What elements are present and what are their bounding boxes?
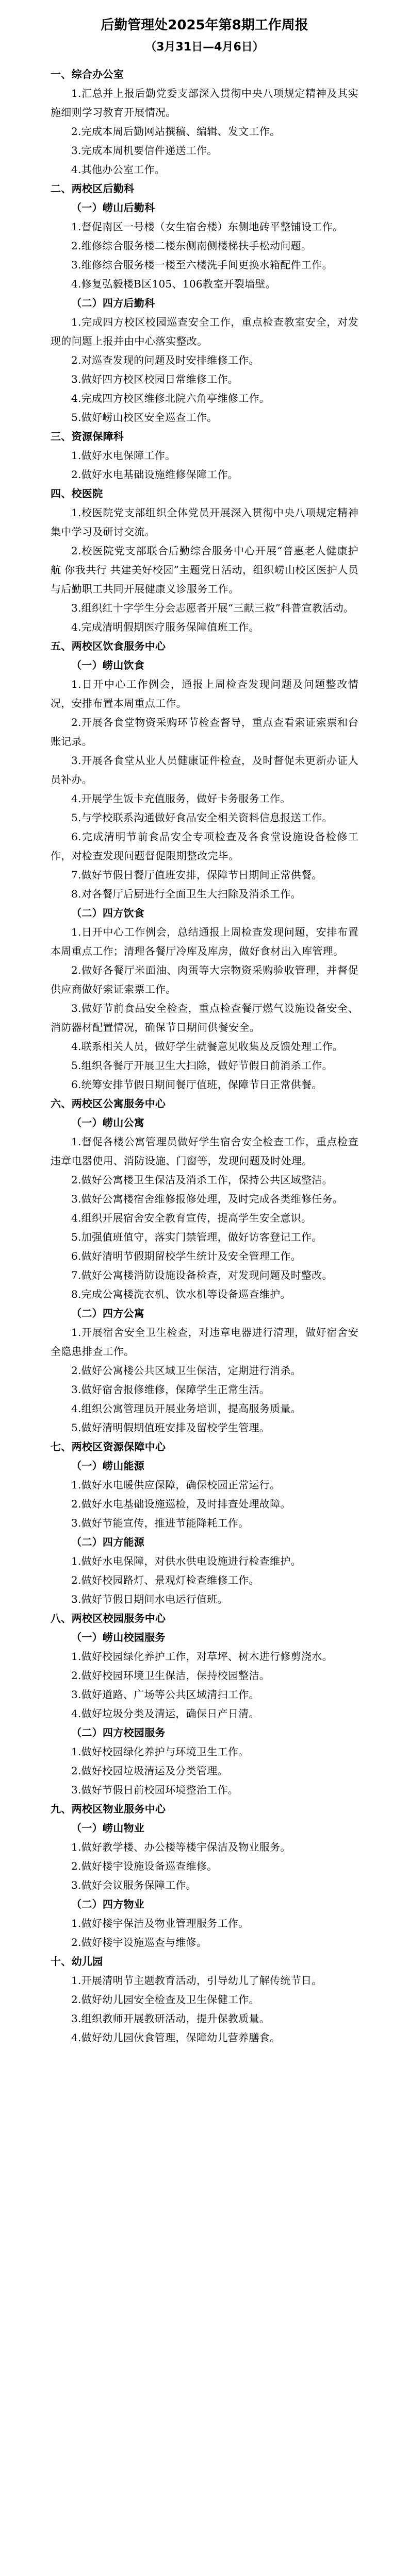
paragraph: 3.开展各食堂从业人员健康证件检查，及时督促未更新办证人员补办。	[51, 754, 358, 786]
paragraph: 2.做好楼宇设施设备巡查维修。	[71, 1860, 218, 1872]
paragraph: 1.做好教学楼、办公楼等楼宇保洁及物业服务。	[71, 1841, 291, 1853]
paragraph: 2.校医院党支部联合后勤综合服务中心开展“普惠老人健康护航 你我共行 共建美好校园”主题党日活动，组织崂山校区医护人员与后勤职工共同开展健康义诊服务工作。	[51, 545, 358, 595]
paragraph: 2.对巡查发现的问题及时安排维修工作。	[71, 354, 259, 366]
paragraph: 5.与学校联系沟通做好食品安全相关资料信息报送工作。	[71, 811, 333, 824]
paragraph: 3.组织红十字学生分会志愿者开展“三献三救”科普宣教活动。	[71, 602, 354, 614]
paragraph: 7.做好公寓楼消防设施设备检查，对发现问题及时整改。	[71, 1269, 333, 1281]
section-heading: 三、资源保障科	[51, 430, 124, 443]
paragraph: 4.修复弘毅楼B区105、106教室开裂墙壁。	[71, 278, 276, 290]
section-heading: 十、幼儿园	[51, 1955, 103, 1968]
paragraph: 4.其他办公室工作。	[71, 163, 166, 176]
subsection-heading: （二）四方饮食	[71, 907, 145, 919]
paragraph: 4.做好垃圾分类及清运，确保日产日清。	[71, 1707, 259, 1720]
paragraph: 1.校医院党支部组织全体党员开展深入贯彻中央八项规定精神集中学习及研讨交流。	[51, 506, 358, 538]
paragraph: 3.做好四方校区校园日常维修工作。	[71, 373, 239, 385]
paragraph: 2.做好水电基础设施巡检，及时排查处理故障。	[71, 1498, 291, 1510]
section-heading: 四、校医院	[51, 487, 103, 500]
paragraph: 1.完成四方校区校园巡查安全工作，重点检查教室安全，对发现的问题上报并由中心落实整改。	[51, 316, 358, 347]
paragraph: 3.做好节假日期间水电运行值班。	[71, 1593, 228, 1605]
paragraph: 1.做好水电保障，对供水供电设施进行检查维护。	[71, 1555, 301, 1567]
document-date-range: （3月31日—4月6日）	[145, 41, 264, 54]
paragraph: 6.完成清明节前食品安全专项检查及各食堂设施设备检修工作，对检查发现问题督促限期整改完毕。	[51, 831, 358, 862]
paragraph: 6.统筹安排节假日期间餐厅值班，保障节日正常供餐。	[71, 1078, 322, 1091]
paragraph: 1.开展宿舍安全卫生检查，对违章电器进行清理，做好宿舍安全隐患排查工作。	[51, 1326, 358, 1358]
paragraph: 4.组织公寓管理员开展业务培训，提高服务质量。	[71, 1402, 301, 1415]
paragraph: 3.做好会议服务保障工作。	[71, 1879, 197, 1891]
paragraph: 1.做好校园绿化养护工作，对草坪、树木进行修剪浇水。	[71, 1650, 333, 1663]
paragraph: 1.督促各楼公寓管理员做好学生宿舍安全检查工作，重点检查违章电器使用、消防设施、门窗等，发现问题及时处理。	[51, 1136, 358, 1167]
paragraph: 2.做好校园垃圾清运及分类管理。	[71, 1765, 228, 1777]
subsection-heading: （二）四方后勤科	[71, 297, 155, 309]
paragraph: 3.做好公寓楼宿舍维修报修处理，及时完成各类维修任务。	[71, 1193, 343, 1205]
paragraph: 2.做好各餐厅米面油、肉蛋等大宗物资采购验收管理，并督促供应商做好索证索票工作。	[51, 964, 358, 995]
paragraph: 4.做好幼儿园伙食管理，保障幼儿营养膳食。	[71, 2031, 281, 2044]
paragraph: 8.对各餐厅后厨进行全面卫生大扫除及消杀工作。	[71, 888, 301, 900]
paragraph: 4.开展学生饭卡充值服务，做好卡务服务工作。	[71, 792, 291, 805]
paragraph: 3.做好节前食品安全检查，重点检查餐厅燃气设施设备安全、消防器材配置情况，确保节日期间供餐安全。	[51, 1002, 358, 1033]
paragraph: 7.做好节假日餐厅值班安排，保障节日期间正常供餐。	[71, 869, 322, 881]
section-heading: 五、两校区饮食服务中心	[51, 640, 166, 652]
section-heading: 八、两校区校园服务中心	[51, 1612, 166, 1624]
document-title: 后勤管理处2025年第8期工作周报	[101, 18, 308, 33]
paragraph: 1.汇总并上报后勤党委支部深入贯彻中央八项规定精神及其实施细则学习教育开展情况。	[51, 87, 358, 118]
document-body	[51, 65, 358, 2047]
subsection-heading: （二）四方公寓	[71, 1307, 145, 1319]
paragraph: 2.做好楼宇设施巡查与维修。	[71, 1936, 207, 1948]
paragraph: 3.做好节假日前校园环境整治工作。	[71, 1784, 239, 1796]
paragraph: 2.做好幼儿园安全检查及卫生保健工作。	[71, 1993, 259, 2006]
section-heading: 七、两校区资源保障中心	[51, 1440, 166, 1453]
subsection-heading: （一）崂山能源	[71, 1460, 145, 1472]
paragraph: 8.完成公寓楼洗衣机、饮水机等设备巡查维护。	[71, 1288, 291, 1300]
paragraph: 1.开展清明节主题教育活动，引导幼儿了解传统节日。	[71, 1974, 322, 1987]
paragraph: 1.日开中心工作例会，通报上周检查发现问题及问题整改情况，安排布置本周重点工作。	[51, 678, 358, 709]
paragraph: 3.做好道路、广场等公共区域清扫工作。	[71, 1688, 259, 1701]
paragraph: 4.联系相关人员，做好学生就餐意见收集及反馈处理工作。	[71, 1040, 343, 1053]
section-heading: 六、两校区公寓服务中心	[51, 1097, 166, 1110]
paragraph: 2.做好校园路灯、景观灯检查维修工作。	[71, 1574, 259, 1586]
paragraph: 1.做好校园绿化养护与环境卫生工作。	[71, 1745, 249, 1758]
subsection-heading: （二）四方能源	[71, 1536, 145, 1548]
paragraph: 1.督促南区一号楼（女生宿舍楼）东侧地砖平整铺设工作。	[71, 221, 343, 233]
paragraph: 5.组织各餐厅开展卫生大扫除，做好节假日前消杀工作。	[71, 1059, 333, 1072]
paragraph: 2.做好水电基础设施维修保障工作。	[71, 468, 239, 481]
paragraph: 1.做好楼宇保洁及物业管理服务工作。	[71, 1917, 249, 1929]
section-heading: 九、两校区物业服务中心	[51, 1803, 166, 1815]
paragraph: 3.做好节能宣传，推进节能降耗工作。	[71, 1517, 249, 1529]
paragraph: 2.完成本周后勤网站撰稿、编辑、发文工作。	[71, 125, 281, 138]
paragraph: 4.完成清明假期医疗服务保障值班工作。	[71, 621, 259, 633]
subsection-heading: （一）崂山后勤科	[71, 201, 155, 214]
paragraph: 2.开展各食堂物资采购环节检查督导，重点查看索证索票和台账记录。	[51, 716, 358, 748]
paragraph: 3.做好宿舍报修维修，保障学生正常生活。	[71, 1383, 270, 1396]
subsection-heading: （一）崂山校园服务	[71, 1631, 166, 1643]
paragraph: 1.做好水电暖供应保障，确保校园正常运行。	[71, 1479, 281, 1491]
section-heading: 二、两校区后勤科	[51, 182, 135, 195]
paragraph: 6.做好清明节假期留校学生统计及安全管理工作。	[71, 1250, 301, 1262]
subsection-heading: （一）崂山公寓	[71, 1116, 145, 1129]
paragraph: 4.完成四方校区维修北院六角亭维修工作。	[71, 392, 270, 404]
paragraph: 5.做好崂山校区安全巡查工作。	[71, 411, 218, 423]
paragraph: 3.维修综合服务楼一楼至六楼洗手间更换水箱配件工作。	[71, 259, 333, 271]
paragraph: 2.做好公寓楼公共区域卫生保洁，定期进行消杀。	[71, 1364, 301, 1377]
section-heading: 一、综合办公室	[51, 68, 124, 80]
paragraph: 3.完成本周机要信件递送工作。	[71, 144, 218, 157]
paragraph: 1.做好水电保障工作。	[71, 449, 176, 462]
paragraph: 1.日开中心工作例会，总结通报上周检查发现问题，安排布置本周重点工作；清理各餐厅冷库及库房，做好食材出入库管理。	[51, 926, 358, 957]
paragraph: 5.加强值班值守，落实门禁管理，做好访客登记工作。	[71, 1231, 322, 1243]
paragraph: 2.维修综合服务楼二楼东侧南侧楼梯扶手松动问题。	[71, 240, 312, 252]
paragraph: 2.做好校园环境卫生保洁，保持校园整洁。	[71, 1669, 270, 1682]
subsection-heading: （二）四方物业	[71, 1898, 145, 1910]
subsection-heading: （一）崂山物业	[71, 1822, 145, 1834]
paragraph: 4.组织开展宿舍安全教育宣传，提高学生安全意识。	[71, 1212, 312, 1224]
paragraph: 3.组织教师开展教研活动，提升保教质量。	[71, 2012, 270, 2025]
paragraph: 2.做好公寓楼卫生保洁及消杀工作，保持公共区域整洁。	[71, 1174, 333, 1186]
paragraph: 5.做好清明假期值班安排及留校学生管理。	[71, 1421, 270, 1434]
subsection-heading: （二）四方校园服务	[71, 1726, 166, 1739]
subsection-heading: （一）崂山饮食	[71, 659, 145, 671]
